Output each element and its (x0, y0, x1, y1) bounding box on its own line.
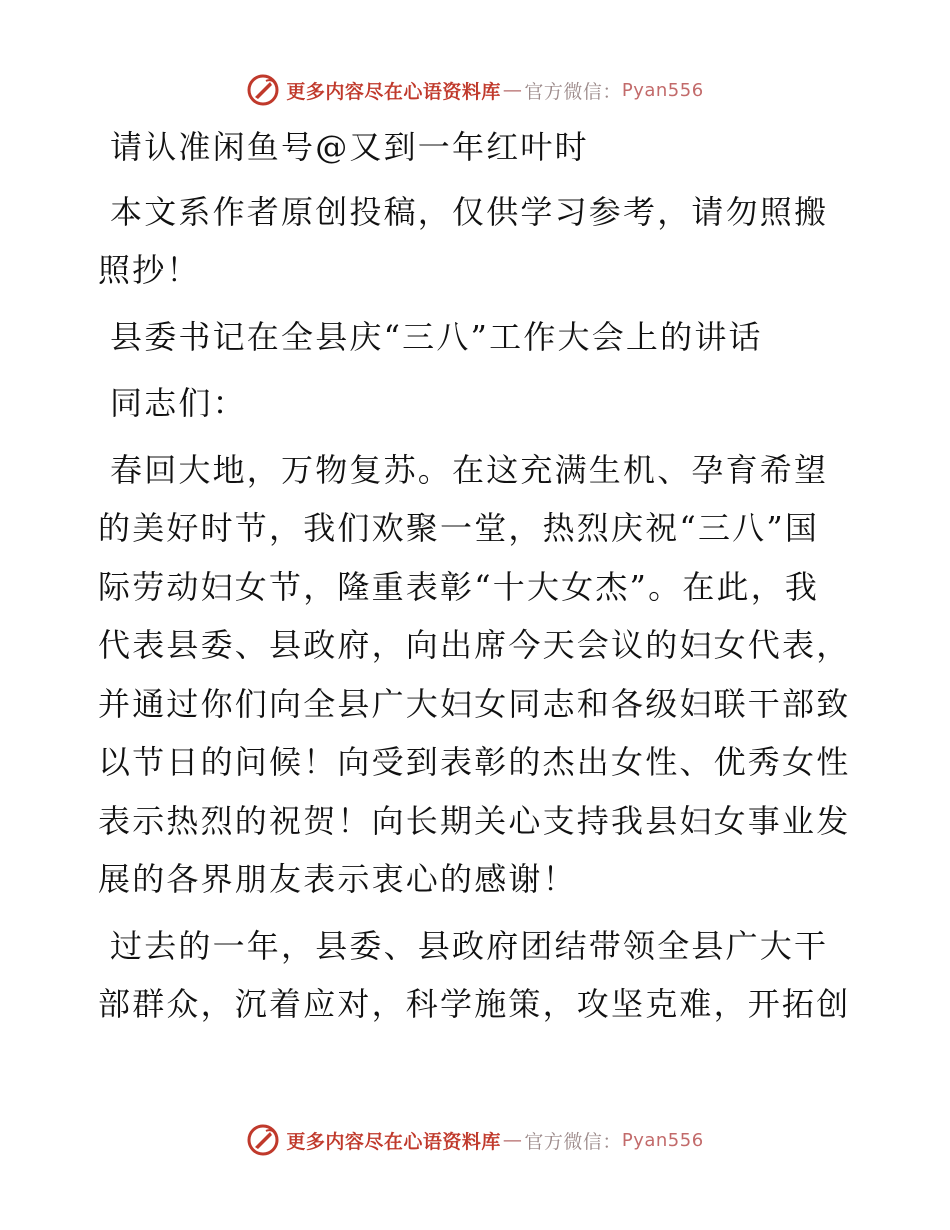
watermark-dash: — (502, 1129, 523, 1151)
watermark-brand: 更多内容尽在心语资料库 (286, 1130, 501, 1153)
document-body (98, 118, 853, 1042)
watermark-account: Pyan556 (621, 79, 704, 101)
body-paragraph: 春回大地，万物复苏。在这充满生机、孕育希望的美好时节，我们欢聚一堂，热烈庆祝“三八”国际劳动妇女节，隆重表彰“十大女杰”。在此，我代表县委、县政府，向出席今天会议的妇女代表，并通过你们向全县广大妇女同志和各级妇联干部致以节日的问候！向受到表彰的杰出女性、优秀女性表示热烈的祝贺！向长期关心支持我县妇女事业发展的各界朋友表示衷心的感谢！ (98, 450, 851, 898)
document-title: 县委书记在全县庆“三八”工作大会上的讲话 (110, 317, 763, 356)
quill-logo-icon (246, 73, 280, 107)
body-paragraph: 过去的一年，县委、县政府团结带领全县广大干部群众，沉着应对，科学施策，攻坚克难，开拓创 (98, 926, 851, 1023)
header-watermark (0, 70, 950, 110)
notice-line: 请认准闲鱼号@又到一年红叶时 (110, 128, 589, 166)
salutation: 同志们： (110, 384, 247, 422)
footer-watermark (0, 1120, 950, 1160)
watermark-label: 官方微信： (524, 80, 622, 103)
quill-logo-icon (246, 1123, 280, 1157)
watermark-label: 官方微信： (524, 1130, 622, 1153)
watermark-account: Pyan556 (621, 1129, 704, 1151)
watermark-dash: — (502, 79, 523, 101)
copyright-notice: 本文系作者原创投稿，仅供学习参考，请勿照搬照抄！ (98, 192, 829, 289)
watermark-brand: 更多内容尽在心语资料库 (286, 80, 501, 103)
